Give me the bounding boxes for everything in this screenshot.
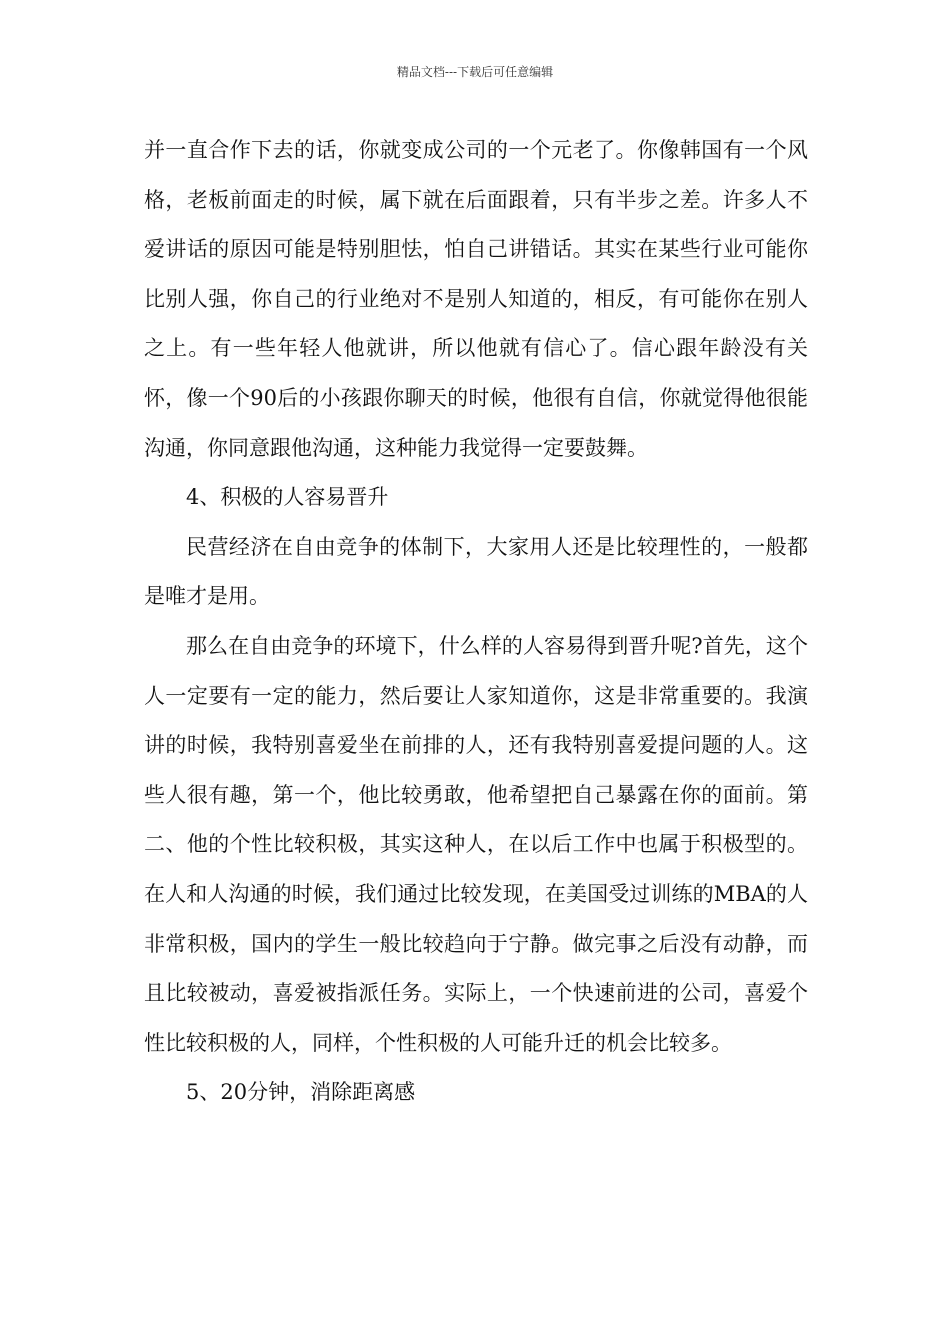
paragraph-continuation: 并一直合作下去的话，你就变成公司的一个元老了。你像韩国有一个风格，老板前面走的时候，属下就在后面跟着，只有半步之差。许多人不爱讲话的原因可能是特别胆怯，怕自己讲错话。其实在某些行业可能你比别人强，你自己的行业绝对不是别人知道的，相反，有可能你在别人之上。有一些年轻人他就讲，所以他就有信心了。信心跟年龄没有关怀，像一个90后的小孩跟你聊天的时候，他很有自信，你就觉得他很能沟通，你同意跟他沟通，这种能力我觉得一定要鼓舞。 [144, 138, 808, 460]
page-header: 精品文档---下载后可任意编辑 [396, 65, 554, 79]
document-body [144, 126, 808, 1118]
section-heading-4: 4、积极的人容易晋升 [186, 485, 389, 510]
section-heading-5: 5、20分钟，消除距离感 [186, 1080, 416, 1105]
paragraph-private-economy: 民营经济在自由竞争的体制下，大家用人还是比较理性的，一般都是唯才是用。 [144, 534, 808, 609]
paragraph-promotion: 那么在自由竞争的环境下，什么样的人容易得到晋升呢?首先，这个人一定要有一定的能力，然后要让人家知道你，这是非常重要的。我演讲的时候，我特别喜爱坐在前排的人，还有我特别喜爱提问题的人。这些人很有趣，第一个，他比较勇敢，他希望把自己暴露在你的面前。第二、他的个性比较积极，其实这种人，在以后工作中也属于积极型的。在人和人沟通的时候，我们通过比较发现，在美国受过训练的MBA的人非常积极，国内的学生一般比较趋向于宁静。做完事之后没有动静，而且比较被动，喜爱被指派任务。实际上，一个快速前进的公司，喜爱个性比较积极的人，同样，个性积极的人可能升迁的机会比较多。 [144, 633, 808, 1055]
